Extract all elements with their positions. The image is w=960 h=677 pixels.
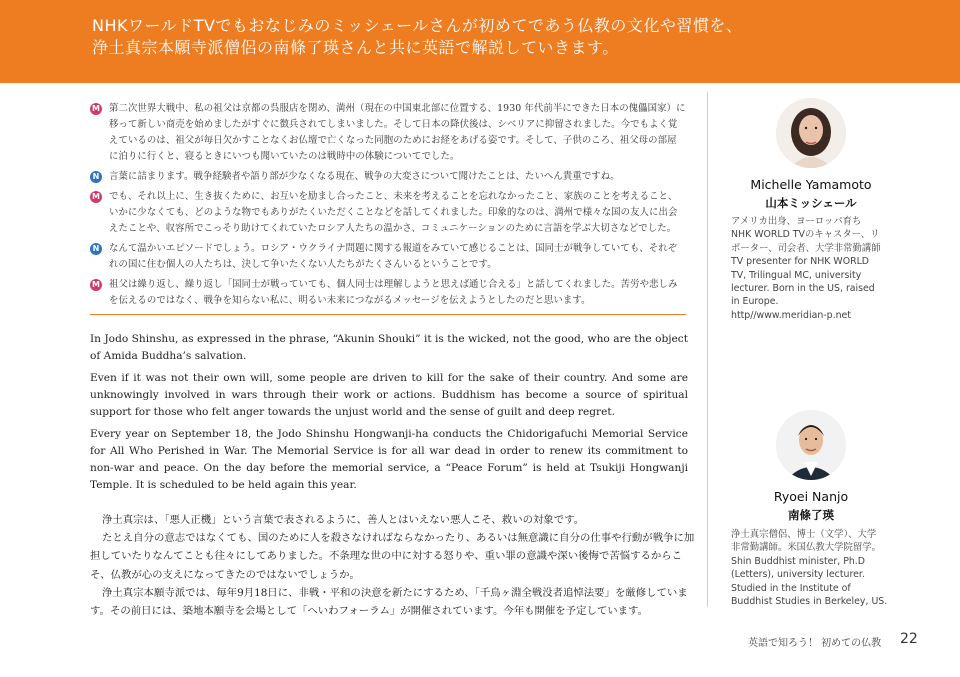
dialogue-section: [90, 101, 686, 313]
nanjo-portrait: [776, 410, 846, 480]
profile-name-jp: 南條了瑛: [788, 508, 834, 522]
dialogue-text: なんて温かいエピソードでしょう。ロシア・ウクライナ問題に関する報道をみていて感じることは、国同士が戦争していても、それぞれの国に住む個人の人たちは、決して争いたくない人たちがたくさんいるということです。: [109, 243, 678, 270]
michelle-speaker-icon: M: [90, 103, 102, 115]
english-explanation: [90, 331, 688, 499]
section-divider: [90, 314, 686, 315]
dialogue-line: [90, 241, 686, 273]
dialogue-text: でも、それ以上に、生き抜くために、お互いを励まし合ったこと、未来を考えることを忘れなかったこと、家族のことを考えること、いかに少なくても、どのような物でもありがたくいただくことなどを話してくれました。印象的なのは、満州で様々な国の友人に出会えたことや、収容所でこっそり助けてくれていたロシア人たちの温かさ、コミュニケーションのために言語を学ぶ大切さなどでした。: [109, 191, 678, 234]
english-paragraph: Every year on September 18, the Jodo Shinshu Hongwanji-ha conducts the Chidorigafuchi Memorial Service for All Who Perished in War. The Memorial Service is for all war dead in order to renew its commitment to non-war and peace. On the day before the memorial service, a “Peace Forum” is held at Tsukiji Hongwanji Temple. It is scheduled to be held again this year.: [90, 428, 688, 491]
banner-line-1: NHKワールドTVでもおなじみのミッシェールさんが初めてであう仏教の文化や習慣を、: [92, 16, 743, 35]
nanjo-speaker-icon: N: [90, 243, 102, 255]
website-link[interactable]: http//www.meridian-p.net: [731, 309, 851, 321]
english-paragraph: Even if it was not their own will, some people are driven to kill for the sake of their country. And some are unknowingly involved in wars through their work or actions. Buddhism has become a source of spiritual support for those who felt anger towards the unjust world and the sense of guilt and deep regret.: [90, 372, 688, 418]
japanese-paragraph: 浄土真宗本願寺派では、毎年9月18日に、非戦・平和の決意を新たにするため、「千鳥ヶ淵全戦没者追悼法要」を厳修しています。その前日には、築地本願寺を会場として「へいわフォーラム」が開催されています。今年も開催を予定しています。: [90, 586, 688, 618]
japanese-explanation: [90, 511, 702, 620]
column-divider: [707, 92, 708, 607]
banner-line-2: 浄土真宗本願寺派僧侶の南條了瑛さんと共に英語で解説していきます。: [92, 38, 619, 57]
dialogue-line: [90, 169, 686, 185]
dialogue-text: 第二次世界大戦中、私の祖父は京都の呉服店を閉め、満州（現在の中国東北部に位置する、1930 年代前半にできた日本の傀儡国家）に移って新しい商売を始めましたがすぐに徴兵されてしまいました。そして日本の降伏後は、シベリアに抑留されました。今でもよく覚えているのは、祖父が毎日欠かすことなくお仏壇で亡くなった同胞のためにお経をあげる姿です。そして、子供のころ、祖父母の部屋に泊りに行くと、寝るときにいつも聞いていたのは戦時中の体験についてでした。: [109, 103, 686, 162]
japanese-paragraph: たとえ自分の意志ではなくても、国のために人を殺さなければならなかったり、あるいは無意識に自分の仕事や行動が戦争に加担していたりなんてことも往々にしてありました。不条理な世の中に対する怒りや、重い罪の意識や深い後悔で苦悩するからこそ、仏教が心の支えになってきたのではないでしょうか。: [90, 532, 695, 581]
dialogue-line: [90, 101, 686, 165]
dialogue-text: 言葉に詰まります。戦争経験者や語り部が少なくなる現在、戦争の大変さについて聞けたことは、たいへん貴重ですね。: [109, 171, 620, 182]
profile-name-en: Ryoei Nanjo: [773, 489, 849, 504]
profile-bio: アメリカ出身、ヨーロッパ育ち NHK WORLD TVのキャスター、リ ポーター、司会者、大学非常勤講師 TV presenter for NHK WORLD TV, Trilingual MC, university lecturer. Born in the US, raised in Europe. http//www.meridian-p.net: [731, 215, 896, 322]
japanese-paragraph: 浄土真宗は、「悪人正機」という言葉で表されるように、善人とはいえない悪人こそ、救いの対象です。: [102, 514, 585, 526]
nanjo-speaker-icon: N: [90, 171, 102, 183]
profile-name-jp: 山本ミッシェール: [765, 196, 857, 210]
dialogue-line: [90, 189, 686, 237]
profile-name-en: Michelle Yamamoto: [750, 177, 872, 192]
header-banner: [0, 0, 960, 83]
michelle-speaker-icon: M: [90, 191, 102, 203]
dialogue-text: 祖父は繰り返し、繰り返し「国同士が戦っていても、個人同士は理解しようと思えば通じ合える」と話してくれました。苦労や悲しみを伝えるのではなく、戦争を知らない私に、明るい未来につながるメッセージを伝えようとしたのだと思います。: [109, 279, 678, 306]
page-number: 22: [900, 631, 918, 647]
michelle-speaker-icon: M: [90, 279, 102, 291]
michelle-portrait: [776, 98, 846, 168]
footer-title: 英語で知ろう！ 初めての仏教: [748, 638, 882, 649]
dialogue-line: [90, 277, 686, 309]
english-paragraph: In Jodo Shinshu, as expressed in the phrase, “Akunin Shouki” it is the wicked, not the good, who are the object of Amida Buddha’s salvation.: [90, 333, 688, 362]
profile-bio: 浄土真宗僧侶、博士（文学）、大学 非常勤講師。米国仏教大学院留学。 Shin Buddhist minister, Ph.D (Letters), university lecturer. Studied in the Institute of Buddhist Studies in Berkeley, US.: [731, 529, 888, 608]
